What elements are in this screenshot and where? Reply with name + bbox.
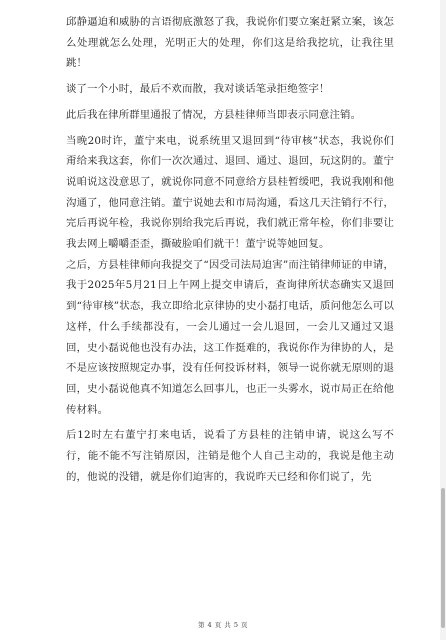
paragraph-3: 此后我在律所群里通报了情况，方县桂律师当即表示同意注销。 <box>66 108 362 121</box>
paragraph-4: 当晚20时许，董宁来电，说系统里又退回到“待审核”状态，我说你们甭给来我这套，你们一次次通过、退回、通过、退回，玩这阴的。董宁说咱说这没意思了，就说你同意不同意给方县桂暂缓吧，我说我刚和他沟通了，他同意注销。董宁说她去和市局沟通，看这几天注销行不行，完后再说年检，我说你别给我完后再说，我们就正常年检，你们非要让我去网上嚼嚼歪歪，撕破脸咱们就干！董宁说等她回复。 <box>66 134 394 251</box>
vertical-scrollbar[interactable] <box>440 0 446 640</box>
document-body <box>66 12 394 487</box>
paragraph-5: 之后，方县桂律师向我提交了“因受司法局迫害”而注销律师证的申请，我于2025年5月21日上午网上提交申请后，查询律所状态确实又退回到“待审核”状态，我立即给北京律协的史小磊打电话，质问他怎么可以这样，什么手续都没有，一会儿通过一会儿退回，一会儿又通过又退回，史小磊说他也没有办法，这工作挺难的，我说你作为律协的人，是不是应该按照规定办事，没有任何投诉材料，领导一说你就无原则的退回，史小磊说他真不知道怎么回事儿，也正一头雾水，说市局正在给他传材料。 <box>66 258 394 416</box>
scrollbar-thumb[interactable] <box>441 488 445 628</box>
page-footer: 第 4 页 共 5 页 <box>197 621 249 629</box>
paragraph-6: 后12时左右董宁打来电话，说看了方县桂的注销申请，说这么写不行，能不能不写注销原因，注销是他个人自己主动的，我说是他主动的，他说的没错，就是你们迫害的，我说昨天已经和你们说了，先 <box>66 429 394 483</box>
paragraph-1: 邱静逼迫和威胁的言语彻底激怒了我，我说你们要立案赶紧立案，该怎么处理就怎么处理，光明正大的处理，你们这是给我挖坑，让我往里跳！ <box>66 16 394 70</box>
paragraph-2: 谈了一个小时，最后不欢而散，我对谈话笔录拒绝签字！ <box>66 83 330 96</box>
